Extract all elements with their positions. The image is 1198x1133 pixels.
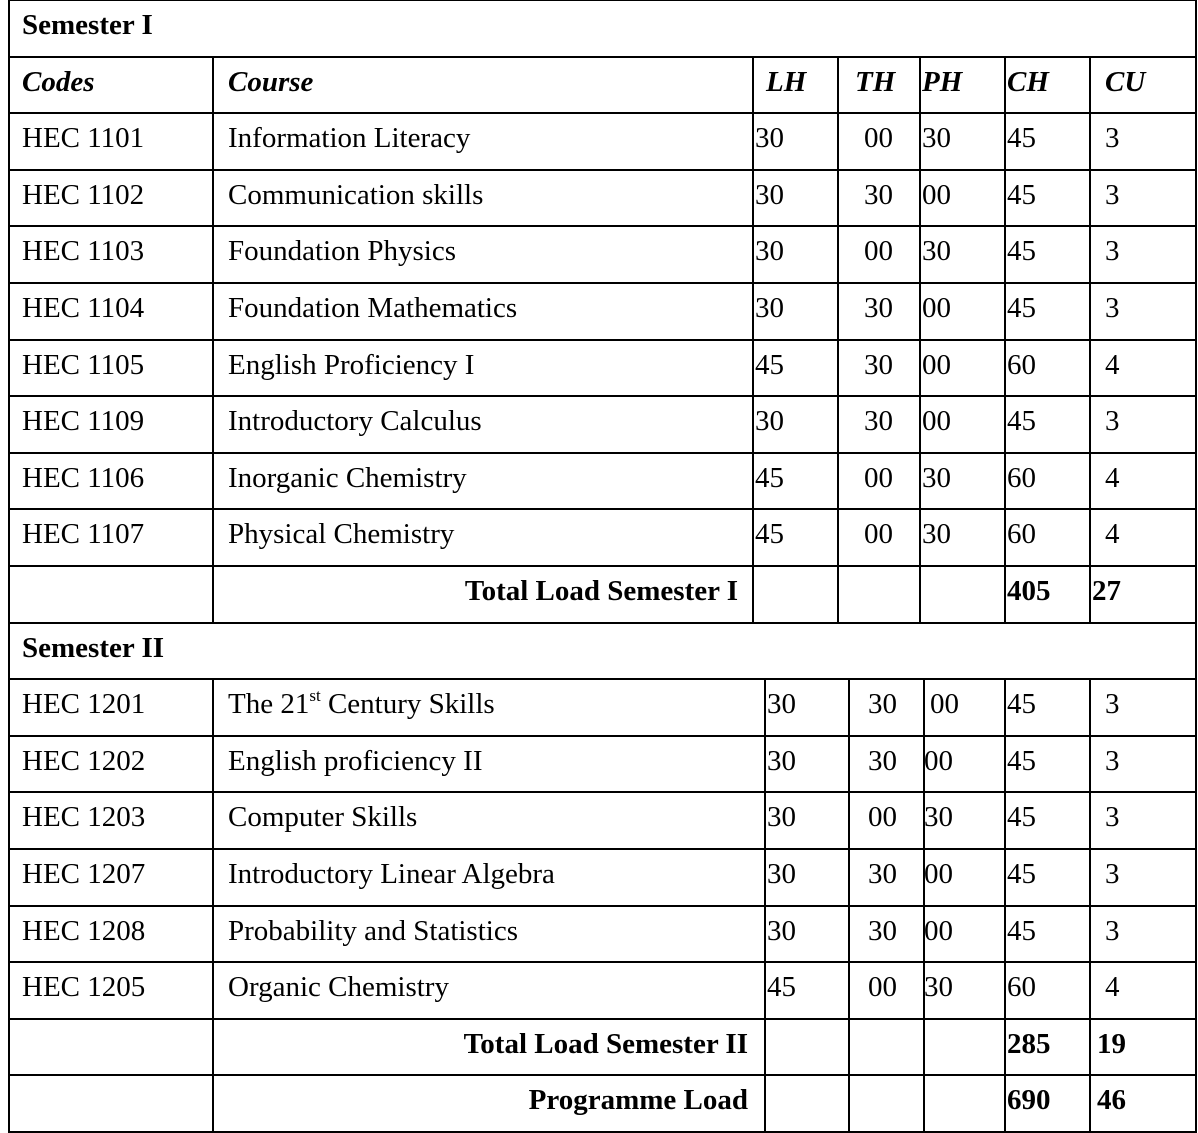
- table-rule: [9, 395, 1197, 397]
- semester-1-title: Semester I: [22, 9, 153, 41]
- course-name: English proficiency II: [228, 745, 483, 777]
- th-value: 30: [868, 858, 897, 890]
- th-value: 00: [864, 462, 893, 494]
- table-rule: [919, 57, 921, 624]
- ph-value: 30: [922, 462, 951, 494]
- ph-value: 00: [930, 688, 959, 720]
- table-rule: [1004, 57, 1006, 624]
- programme-load-label: Programme Load: [528, 1084, 748, 1116]
- course-name: Inorganic Chemistry: [228, 462, 467, 494]
- course-name: English Proficiency I: [228, 349, 475, 381]
- table-rule: [837, 57, 839, 624]
- table-rule: [9, 678, 1197, 680]
- ph-value: 00: [922, 349, 951, 381]
- course-code: HEC 1103: [22, 235, 145, 267]
- table-rule: [9, 169, 1197, 171]
- course-code: HEC 1208: [22, 915, 146, 947]
- ph-value: 00: [924, 858, 953, 890]
- course-code: HEC 1106: [22, 462, 145, 494]
- course-name: Computer Skills: [228, 801, 418, 833]
- course-name: Foundation Physics: [228, 235, 456, 267]
- ch-value: 60: [1007, 349, 1036, 381]
- lh-value: 45: [767, 971, 796, 1003]
- course-code: HEC 1107: [22, 518, 145, 550]
- table-rule: [212, 57, 214, 624]
- ch-value: 60: [1007, 971, 1036, 1003]
- course-name: Physical Chemistry: [228, 518, 455, 550]
- table-rule: [1089, 679, 1091, 1133]
- cu-value: 3: [1105, 235, 1120, 267]
- ph-value: 00: [922, 179, 951, 211]
- table-rule: [9, 339, 1197, 341]
- cu-value: 3: [1105, 405, 1120, 437]
- th-value: 30: [868, 745, 897, 777]
- ch-value: 45: [1007, 915, 1036, 947]
- table-rule: [9, 905, 1197, 907]
- th-value: 00: [864, 518, 893, 550]
- ch-value: 45: [1007, 801, 1036, 833]
- cu-value: 3: [1105, 292, 1120, 324]
- total-sem-2-cu: 19: [1097, 1028, 1126, 1060]
- course-name: Communication skills: [228, 179, 484, 211]
- ph-value: 30: [922, 518, 951, 550]
- th-value: 30: [864, 179, 893, 211]
- programme-load-cu: 46: [1097, 1084, 1126, 1116]
- lh-value: 30: [767, 858, 796, 890]
- table-rule: [9, 225, 1197, 227]
- cu-value: 4: [1105, 971, 1120, 1003]
- total-sem-2-label: Total Load Semester II: [463, 1028, 748, 1060]
- lh-value: 30: [755, 122, 784, 154]
- cu-value: 3: [1105, 858, 1120, 890]
- lh-value: 30: [755, 292, 784, 324]
- total-sem-1-cu: 27: [1092, 575, 1121, 607]
- course-code: HEC 1109: [22, 405, 145, 437]
- cu-value: 3: [1105, 688, 1120, 720]
- ph-value: 00: [924, 915, 953, 947]
- lh-value: 30: [767, 801, 796, 833]
- lh-value: 30: [755, 405, 784, 437]
- ch-value: 45: [1007, 235, 1036, 267]
- programme-load-ch: 690: [1007, 1084, 1051, 1116]
- table-rule: [9, 565, 1197, 567]
- table-rule: [1089, 57, 1091, 624]
- semester-2-title: Semester II: [22, 632, 165, 664]
- course-code: HEC 1101: [22, 122, 145, 154]
- course-name: Probability and Statistics: [228, 915, 518, 947]
- total-sem-2-ch: 285: [1007, 1028, 1051, 1060]
- header-lh: LH: [766, 66, 807, 98]
- header-cu: CU: [1105, 66, 1146, 98]
- course-name: Foundation Mathematics: [228, 292, 518, 324]
- table-rule: [9, 56, 1197, 58]
- course-name: Introductory Linear Algebra: [228, 858, 555, 890]
- course-name: Introductory Calculus: [228, 405, 482, 437]
- table-rule: [9, 622, 1197, 624]
- ph-value: 30: [924, 801, 953, 833]
- table-rule: [8, 0, 10, 1133]
- total-sem-1-ch: 405: [1007, 575, 1051, 607]
- lh-value: 45: [755, 349, 784, 381]
- table-rule: [9, 1018, 1197, 1020]
- cu-value: 4: [1105, 462, 1120, 494]
- table-rule: [9, 735, 1197, 737]
- lh-value: 45: [755, 462, 784, 494]
- th-value: 30: [868, 688, 897, 720]
- table-rule: [9, 112, 1197, 114]
- table-rule: [9, 791, 1197, 793]
- ch-value: 45: [1007, 122, 1036, 154]
- ch-value: 45: [1007, 745, 1036, 777]
- ph-value: 30: [922, 122, 951, 154]
- th-value: 30: [864, 349, 893, 381]
- table-rule: [848, 679, 850, 1133]
- total-sem-1-label: Total Load Semester I: [464, 575, 738, 607]
- th-value: 00: [864, 235, 893, 267]
- table-rule: [9, 508, 1197, 510]
- course-name: Organic Chemistry: [228, 971, 449, 1003]
- ph-value: 30: [924, 971, 953, 1003]
- ph-value: 00: [922, 292, 951, 324]
- table-rule: [1195, 0, 1197, 1133]
- ph-value: 00: [924, 745, 953, 777]
- table-rule: [752, 57, 754, 624]
- cu-value: 3: [1105, 915, 1120, 947]
- course-code: HEC 1201: [22, 688, 146, 720]
- table-rule: [9, 848, 1197, 850]
- table-rule: [212, 679, 214, 1133]
- header-ch: CH: [1007, 66, 1049, 98]
- table-rule: [1004, 679, 1006, 1133]
- cu-value: 3: [1105, 122, 1120, 154]
- course-code: HEC 1105: [22, 349, 145, 381]
- lh-value: 30: [755, 235, 784, 267]
- course-code: HEC 1202: [22, 745, 146, 777]
- table-rule: [9, 0, 1197, 1]
- course-code: HEC 1104: [22, 292, 145, 324]
- course-code: HEC 1102: [22, 179, 145, 211]
- table-rule: [9, 282, 1197, 284]
- th-value: 00: [868, 971, 897, 1003]
- ch-value: 60: [1007, 518, 1036, 550]
- header-ph: PH: [922, 66, 963, 98]
- lh-value: 30: [755, 179, 784, 211]
- course-name: The 21st Century Skills: [228, 686, 495, 720]
- ch-value: 45: [1007, 179, 1036, 211]
- cu-value: 4: [1105, 349, 1120, 381]
- ch-value: 45: [1007, 405, 1036, 437]
- table-rule: [9, 961, 1197, 963]
- course-code: HEC 1205: [22, 971, 146, 1003]
- ch-value: 45: [1007, 858, 1036, 890]
- ch-value: 45: [1007, 688, 1036, 720]
- course-code: HEC 1203: [22, 801, 146, 833]
- lh-value: 30: [767, 745, 796, 777]
- ph-value: 00: [922, 405, 951, 437]
- th-value: 30: [864, 292, 893, 324]
- lh-value: 45: [755, 518, 784, 550]
- cu-value: 3: [1105, 801, 1120, 833]
- table-rule: [9, 1074, 1197, 1076]
- course-name: Information Literacy: [228, 122, 471, 154]
- cu-value: 4: [1105, 518, 1120, 550]
- ch-value: 60: [1007, 462, 1036, 494]
- table-rule: [9, 452, 1197, 454]
- lh-value: 30: [767, 915, 796, 947]
- ph-value: 30: [922, 235, 951, 267]
- header-th: TH: [855, 66, 896, 98]
- th-value: 00: [864, 122, 893, 154]
- table-rule: [764, 679, 766, 1133]
- ch-value: 45: [1007, 292, 1036, 324]
- th-value: 30: [864, 405, 893, 437]
- course-code: HEC 1207: [22, 858, 146, 890]
- header-codes: Codes: [22, 66, 95, 98]
- th-value: 00: [868, 801, 897, 833]
- lh-value: 30: [767, 688, 796, 720]
- cu-value: 3: [1105, 179, 1120, 211]
- cu-value: 3: [1105, 745, 1120, 777]
- header-course: Course: [228, 66, 314, 98]
- th-value: 30: [868, 915, 897, 947]
